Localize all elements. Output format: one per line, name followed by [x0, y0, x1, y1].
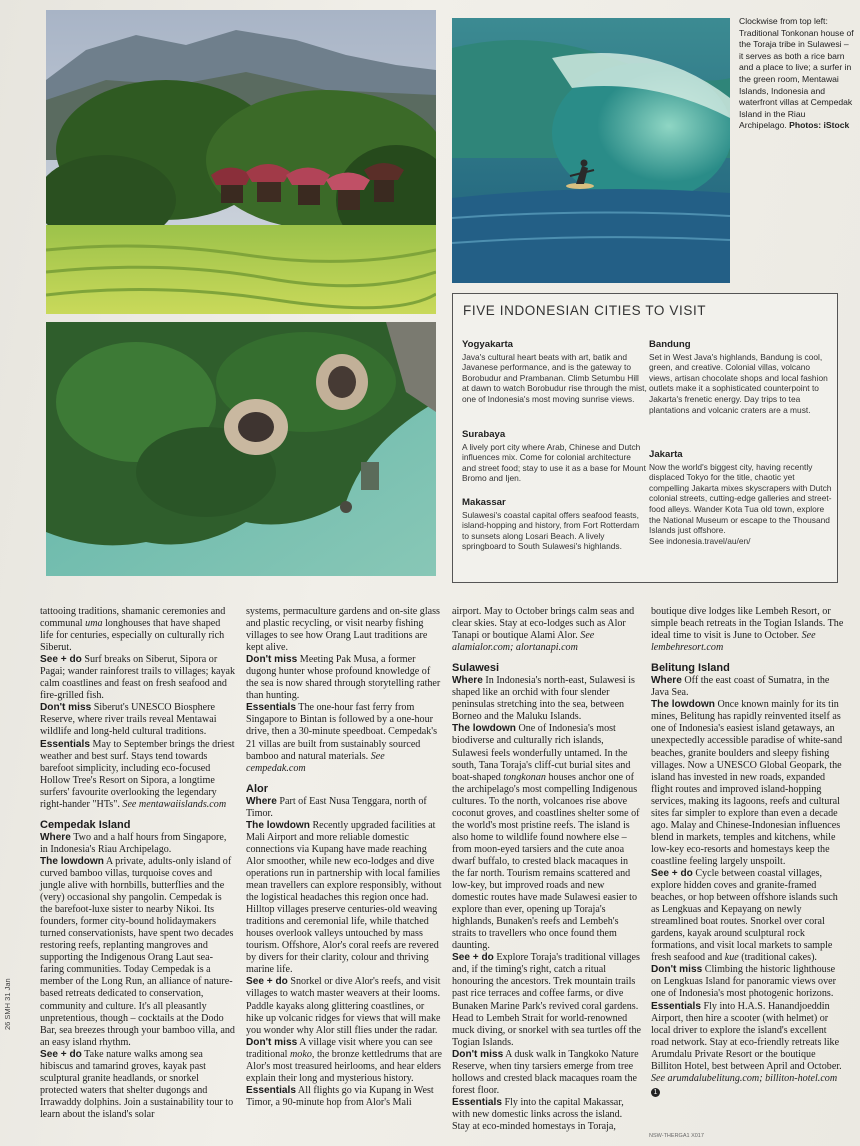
website-link[interactable]: See mentawaiislands.com: [122, 798, 227, 810]
text: Cycle between coastal villages, explore hidden coves and granite-framed beaches, or hop between offshore islands such as Lengkuas and Kepayang on newly streamlined boat routes. Snorkel over coral gardens, kayak around sculptural rock formations, and visit local markets to sample fresh seafood and: [651, 867, 838, 964]
lead-label: Where: [40, 831, 71, 843]
paragraph: [452, 606, 642, 654]
paragraph: [246, 976, 442, 1036]
italic-term: kue: [724, 952, 739, 964]
lead-label: The lowdown: [40, 855, 104, 867]
section-heading: Alor: [246, 782, 268, 795]
text: houses anchor one of the archipelago's most compelling Indigenous cultures. To the north, volcanoes rise above coconut groves, and coastlines shelter some of the world's most pristine reefs. The island is also home to wildlife found nowhere else – from moon-eyed tarsiers and the cute anoa dwarf buffalo, to crested black macaques in the far north. Tourism remains scattered and low-key, but improved roads and new domestic routes have made Sulawesi easier to explore than ever, opening up Toraja's highlands, Bunaken's reefs and Lembeh's straits to travellers who once found them daunting.: [452, 771, 640, 952]
paragraph: [40, 1049, 236, 1121]
italic-term: tongkonan: [503, 771, 546, 783]
paragraph: [246, 702, 442, 774]
lead-label: See + do: [40, 1048, 82, 1060]
lead-label: Where: [651, 675, 682, 687]
article-column-1: [40, 606, 236, 1121]
paragraph: [651, 675, 845, 699]
city-name: Surabaya: [462, 429, 506, 440]
city-jakarta: [649, 450, 833, 546]
lead-label: Essentials: [246, 702, 296, 714]
caption-credit: Photos: iStock: [789, 120, 850, 131]
text: All flights go via Kupang in West Timor, a 90-minute hop from Alor's Mali: [246, 1084, 434, 1108]
text: (traditional cakes).: [741, 952, 817, 964]
text: Meeting Pak Musa, a former dugong hunter whose profound knowledge of the sea is now shared through storytelling rather than hunting.: [246, 654, 441, 702]
text: boutique dive lodges like Lembeh Resort, or simple beach retreats in the Togian Islands. The ideal time to visit is June to October.: [651, 606, 844, 642]
text: airport. May to October brings calm seas and clear skies. Stay at eco-lodges such as Alor Tanapi or boutique Alami Alor.: [452, 606, 635, 642]
lead-label: Where: [246, 795, 277, 807]
toraja-house-photo: [46, 10, 436, 314]
italic-term: moko,: [290, 1048, 315, 1060]
city-text: Sulawesi's coastal capital offers seafood feasts, island-hopping and history, from Fort Rotterdam to sunsets along Losari Beach. A lively springboard to South Sulawesi's highlands.: [462, 509, 640, 552]
city-name: Bandung: [649, 339, 691, 350]
text: A dusk walk in Tangkoko Nature Reserve, when tiny tarsiers emerge from tree hollows and crested black macaques roam the forest floor.: [452, 1048, 639, 1096]
text: Climbing the historic lighthouse on Lengkuas Island for panoramic views over one of Indonesia's most photogenic horizons.: [651, 964, 836, 1000]
text: Fly into H.A.S. Hanandjoeddin Airport, then hire a scooter (with helmet) or local driver to explore the island's excellent road network. Stay at eco-friendly retreats like Arumdalu Private Resort or the boutique Billiton Hotel, best between April and October.: [651, 1000, 842, 1072]
article-column-2: [246, 606, 442, 1109]
text: In Indonesia's north-east, Sulawesi is shaped like an orchid with four slender peninsulas stretching into the sea, between Borneo and the Maluku Islands.: [452, 675, 635, 723]
website-link[interactable]: See cempedak.com: [246, 750, 385, 774]
text: the bronze kettledrums that are Alor's most treasured heirlooms, and hear elders explain their long and mysterious history.: [246, 1048, 442, 1084]
city-link[interactable]: See indonesia.travel/au/en/: [649, 535, 751, 546]
website-link[interactable]: See alamialor.com; alortanapi.com: [452, 630, 595, 654]
city-yogyakarta: [462, 340, 647, 405]
paragraph: [40, 702, 236, 738]
italic-term: uma: [85, 618, 103, 630]
paragraph: [246, 820, 442, 977]
text: A private, adults-only island of curved bamboo villas, turquoise coves and jungle alive with hornbills, butterflies and the (very) occasional shy pangolin. Cempedak is the barefoot-luxe sister to nearby Nikoi. Its founders, former city-bound holidaymakers turned conservationists, have spent two decades restoring reefs, replanting mangroves and supporting the Indigenous Orang Laut sea-faring communities. Today Cempedak is a member of the Long Run, an alliance of nature-based retreats dedicated to conservation, community and culture. It's all pleasantly unpretentious, though – cocktails at the Dodo Bar, sea breezes through your bamboo villa, and an easy island rhythm.: [40, 855, 235, 1048]
paragraph: [40, 739, 236, 811]
paragraph: [246, 1037, 442, 1085]
paragraph: [40, 654, 236, 702]
paragraph: [651, 868, 845, 964]
lead-label: Don't miss: [246, 1036, 298, 1048]
paragraph: [452, 1097, 642, 1133]
city-text: Set in West Java's highlands, Bandung is cool, green, and creative. Colonial villas, volcano views, artisan chocolate shops and local fashion outlets make it a sophisticated counterpoint to Jakarta's frenetic energy. Day trips to tea plantations and volcanic craters are a must.: [649, 351, 828, 415]
lead-label: Essentials: [651, 1000, 701, 1012]
lead-label: Essentials: [40, 738, 90, 750]
text: Snorkel or dive Alor's reefs, and visit villages to watch master weavers at their looms. Paddle kayaks along glittering coastlines, or hike up volcanic ridges for views that will make you wonder why Alor still flies under the radar.: [246, 976, 441, 1036]
lead-label: The lowdown: [651, 699, 715, 711]
page-folio: 26 SMH 31 Jan: [3, 978, 12, 1030]
city-name: Yogyakarta: [462, 339, 514, 350]
section-heading: Belitung Island: [651, 662, 730, 675]
photo-caption: [739, 16, 854, 132]
text: Take nature walks among sea hibiscus and tamarind groves, kayak past sculptural granite headlands, or snorkel protected waters that shelter dugongs and Irrawaddy dolphins. Join a sustainability tour to learn about the island's solar: [40, 1048, 234, 1120]
paragraph: [246, 1085, 442, 1109]
paragraph: [452, 952, 642, 1048]
lead-label: Where: [452, 675, 483, 687]
lead-label: Essentials: [246, 1084, 296, 1096]
website-link[interactable]: See arumdalubelitung.com; billiton-hotel.com: [651, 1072, 838, 1084]
section-heading: Sulawesi: [452, 662, 500, 675]
lead-label: Essentials: [452, 1096, 502, 1108]
paragraph: systems, permaculture gardens and on-site glass and plastic recycling, or visit nearby fishing villages to see how Orang Laut traditions are kept alive.: [246, 606, 440, 654]
text: Siberut's UNESCO Biosphere Reserve, where river trails reveal Mentawai wildlife and long-held cultural traditions.: [40, 702, 217, 738]
paragraph: [246, 796, 442, 820]
lead-label: Don't miss: [40, 702, 92, 714]
print-code: NSW-THERGA1 X017: [649, 1133, 704, 1139]
section-heading: Cempedak Island: [40, 818, 131, 831]
text: Once known mainly for its tin mines, Belitung has rapidly reinvented itself as one of Indonesia's easiest island getaways, an unexpectedly accessible paradise of white-sand beaches, granite boulders and sleepy fishing villages. Now a UNESCO Global Geopark, the island has invested in new roads, expanded flight routes and improved island-hopping services, making its lagoons, reefs and cultural sites far simpler to explore than even a decade ago. Malay and Chinese-Indonesian influences blend in markets, temples and kitchens, while low-key eco-resorts and homestays keep the coastline feeling largely unspoilt.: [651, 699, 843, 867]
text: Explore Toraja's traditional villages and, if the timing's right, catch a ritual honouring the ancestors. Trek mountain trails past rice terraces and coffee farms, or dive Bunaken Marine Park's revived coral gardens. Head to Lembeh Strait for world-renowned muck diving, or snorkel with sea turtles off the Togian Islands.: [452, 952, 642, 1048]
paragraph: [651, 699, 845, 868]
paragraph: [651, 606, 845, 654]
surfer-photo: [452, 18, 730, 283]
paragraph: [246, 654, 442, 702]
lead-label: The lowdown: [452, 723, 516, 735]
caption-text: Clockwise from top left: Traditional Tonkonan house of the Toraja tribe in Sulawesi – it serves as both a rice barn and a place to live; a surfer in the green room, Mentawai Islands, Indonesia and waterfront villas at Cempedak Island in the Riau Archipelago.: [739, 16, 854, 131]
text: The one-hour fast ferry from Singapore to Bintan is followed by a one-hour drive, then a 30-minute speedboat. Cempedak's 21 villas are built from sustainably sourced bamboo and natural materials.: [246, 702, 438, 762]
city-name: Makassar: [462, 497, 506, 508]
paragraph: [452, 723, 642, 952]
text: tattooing traditions, shamanic ceremonies and communal: [40, 606, 226, 630]
paragraph: [40, 856, 236, 1049]
text: Recently upgraded facilities at Mali Airport and more reliable domestic connections via Kupang have made reaching Alor smoother, while new eco-lodges and dive operations run in partnership with local families mean travellers can explore responsibly, without the logistical headaches this region once had. Hilltop villages preserve centuries-old weaving traditions and ceremonial life, while thatched houses overlook valleys untouched by mass tourism. Offshore, Alor's coral reefs are revered by divers for their clarity, colour and thriving marine life.: [246, 819, 442, 976]
city-name: Jakarta: [649, 449, 683, 460]
lead-label: See + do: [246, 976, 288, 988]
city-surabaya: [462, 430, 647, 484]
text: Two and a half hours from Singapore, in Indonesia's Riau Archipelago.: [40, 831, 227, 855]
paragraph: [40, 606, 236, 654]
city-text: Now the world's biggest city, having recently displaced Tokyo for the title, chaotic yet compelling Jakarta mixes skyscrapers with Dutch colonial streets, cutting-edge galleries and street-food alleys. Wander Kota Tua old town, explore the National Museum or escape to the Thousand Islands just offshore.: [649, 461, 832, 536]
end-mark-icon: 1: [651, 1088, 660, 1097]
lead-label: The lowdown: [246, 819, 310, 831]
lead-label: Don't miss: [246, 654, 298, 666]
text: A village visit where you can see traditional: [246, 1036, 433, 1060]
cempedak-villas-photo: [46, 322, 436, 576]
paragraph: [452, 675, 642, 723]
lead-label: See + do: [452, 952, 494, 964]
city-text: Java's cultural heart beats with art, batik and Javanese performance, and is the gateway to Borobudur and Prambanan. Climb Setumbu Hill at dawn to watch Borobudur rise through the mist, one of Indonesia's most moving sunrise views.: [462, 351, 647, 404]
lead-label: See + do: [40, 654, 82, 666]
city-makassar: [462, 498, 647, 552]
text: May to September brings the driest weather and best surf. Stays tend towards barefoot simplicity, including eco-focused Hollow Tree's Resort on Sipora, a longtime surfers' favourite overlooking the legendary right-hander "HTs".: [40, 738, 235, 810]
text: Fly into the capital Makassar, with new domestic links across the island. Stay at eco-minded homestays in Toraja,: [452, 1096, 624, 1132]
article-column-4: [651, 606, 845, 1097]
sidebar-title: FIVE INDONESIAN CITIES TO VISIT: [463, 303, 707, 318]
text: One of Indonesia's most biodiverse and culturally rich islands, Sulawesi feels wonderfully untamed. In the south, Tana Toraja's cliff-cut burial sites and boat-shaped: [452, 723, 631, 783]
website-link[interactable]: See lembehresort.com: [651, 630, 816, 654]
paragraph: [651, 964, 845, 1000]
lead-label: Don't miss: [452, 1048, 504, 1060]
lead-label: Don't miss: [651, 964, 703, 976]
city-bandung: [649, 340, 833, 415]
text: longhouses that have shaped life for centuries, especially on culturally rich Siberut.: [40, 618, 225, 654]
article-column-3: [452, 606, 642, 1133]
paragraph: [40, 832, 236, 856]
text: Part of East Nusa Tenggara, north of Timor.: [246, 795, 427, 819]
text: Off the east coast of Sumatra, in the Java Sea.: [651, 675, 830, 699]
text: Surf breaks on Siberut, Sipora or Pagai; wander rainforest trails to villages; kayak calm coastlines and feast on fresh seafood and fire-grilled fish.: [40, 654, 236, 702]
paragraph: [651, 1001, 845, 1097]
city-text: A lively port city where Arab, Chinese and Dutch influences mix. Come for colonial architecture and street food; stay to use it as a base for Mount Bromo and Ijen.: [462, 441, 646, 484]
paragraph: [452, 1049, 642, 1097]
lead-label: See + do: [651, 867, 693, 879]
cities-sidebar-box: [452, 293, 838, 583]
